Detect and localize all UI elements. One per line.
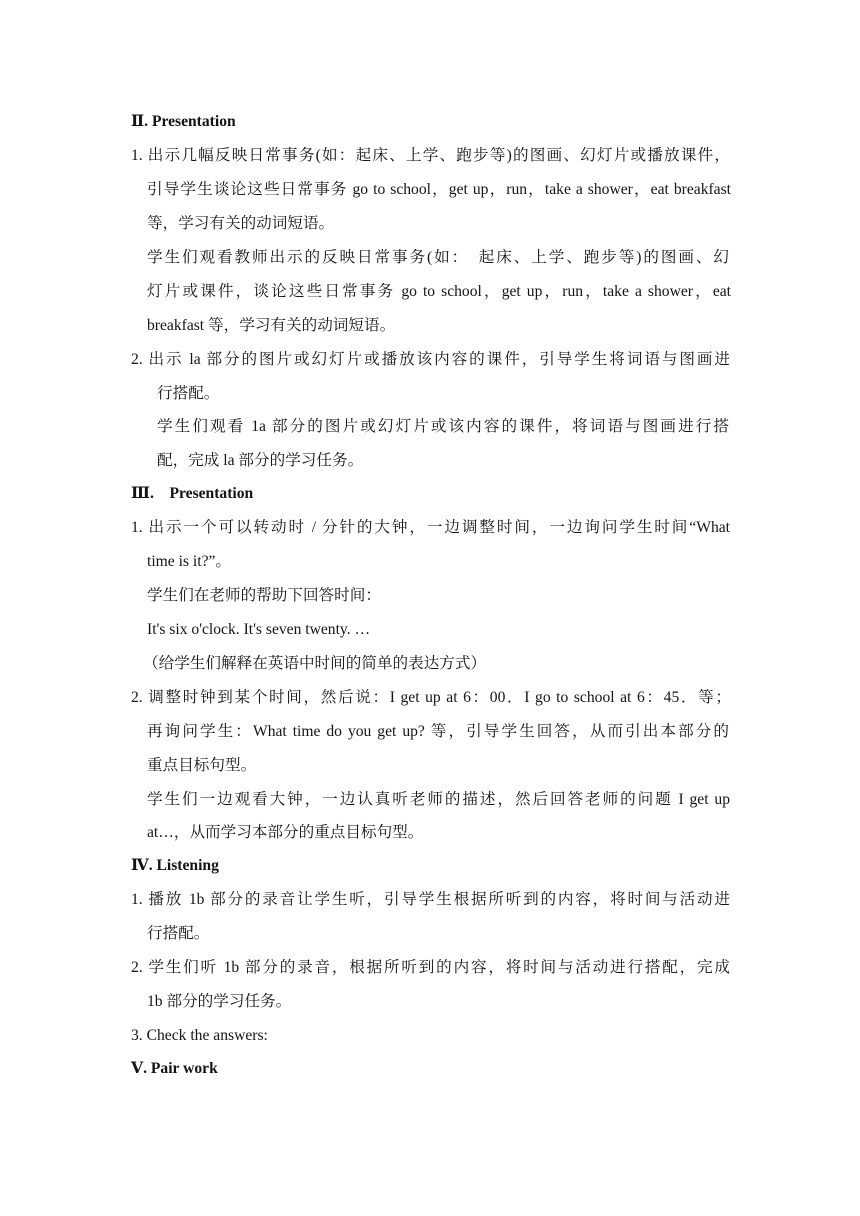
paragraph-line: 配，完成 la 部分的学习任务。 [157, 452, 364, 469]
paragraph-line: 2. 调整时钟到某个时间，然后说：I get up at 6：00．I go to school at 6：45．等； [131, 689, 731, 706]
section-heading-pair-work: Ⅴ. Pair work [131, 1060, 218, 1077]
paragraph-line: 3. Check the answers: [131, 1027, 268, 1044]
paragraph-line: at…，从而学习本部分的重点目标句型。 [147, 824, 424, 841]
paragraph-line: 1b 部分的学习任务。 [147, 993, 292, 1010]
paragraph-line: 行搭配。 [147, 925, 210, 942]
paragraph-line: 2. 出示 la 部分的图片或幻灯片或播放该内容的课件，引导学生将词语与图画进 [131, 351, 730, 368]
paragraph-line: 学生们观看教师出示的反映日常事务(如： 起床、上学、跑步等)的图画、幻 [147, 249, 729, 266]
section-heading-presentation-2: Ⅱ. Presentation [131, 113, 236, 130]
paragraph-line: 行搭配。 [157, 385, 220, 402]
paragraph-line: 灯片或课件，谈论这些日常事务 go to school，get up，run，take a shower，eat [147, 283, 731, 300]
paragraph-line: 引导学生谈论这些日常事务 go to school，get up，run，take a shower，eat breakfast [147, 181, 731, 198]
paragraph-line: time is it?”。 [147, 553, 232, 570]
paragraph-line: 学生们观看 1a 部分的图片或幻灯片或该内容的课件，将词语与图画进行搭 [157, 418, 729, 435]
paragraph-line: 学生们在老师的帮助下回答时间： [147, 587, 381, 604]
paragraph-line: （给学生们解释在英语中时间的简单的表达方式） [143, 655, 487, 672]
paragraph-line: 1. 出示几幅反映日常事务(如：起床、上学、跑步等)的图画、幻灯片或播放课件， [131, 147, 730, 164]
section-heading-listening: Ⅳ. Listening [131, 857, 219, 874]
paragraph-line: It's six o'clock. It's seven twenty. … [147, 621, 371, 638]
paragraph-line: 再询问学生：What time do you get up? 等，引导学生回答，从而引出本部分的 [147, 723, 729, 740]
paragraph-line: breakfast 等，学习有关的动词短语。 [147, 317, 396, 334]
section-heading-presentation-3: Ⅲ. Presentation [131, 485, 254, 502]
paragraph-line: 重点目标句型。 [147, 757, 257, 774]
paragraph-line: 等，学习有关的动词短语。 [147, 215, 335, 232]
paragraph-line: 1. 播放 1b 部分的录音让学生听，引导学生根据所听到的内容，将时间与活动进 [131, 891, 730, 908]
paragraph-line: 学生们一边观看大钟，一边认真听老师的描述，然后回答老师的问题 I get up [147, 791, 730, 808]
paragraph-line: 1. 出示一个可以转动时 / 分针的大钟，一边调整时间，一边询问学生时间“What [131, 519, 730, 536]
paragraph-line: 2. 学生们听 1b 部分的录音，根据所听到的内容，将时间与活动进行搭配，完成 [131, 959, 730, 976]
